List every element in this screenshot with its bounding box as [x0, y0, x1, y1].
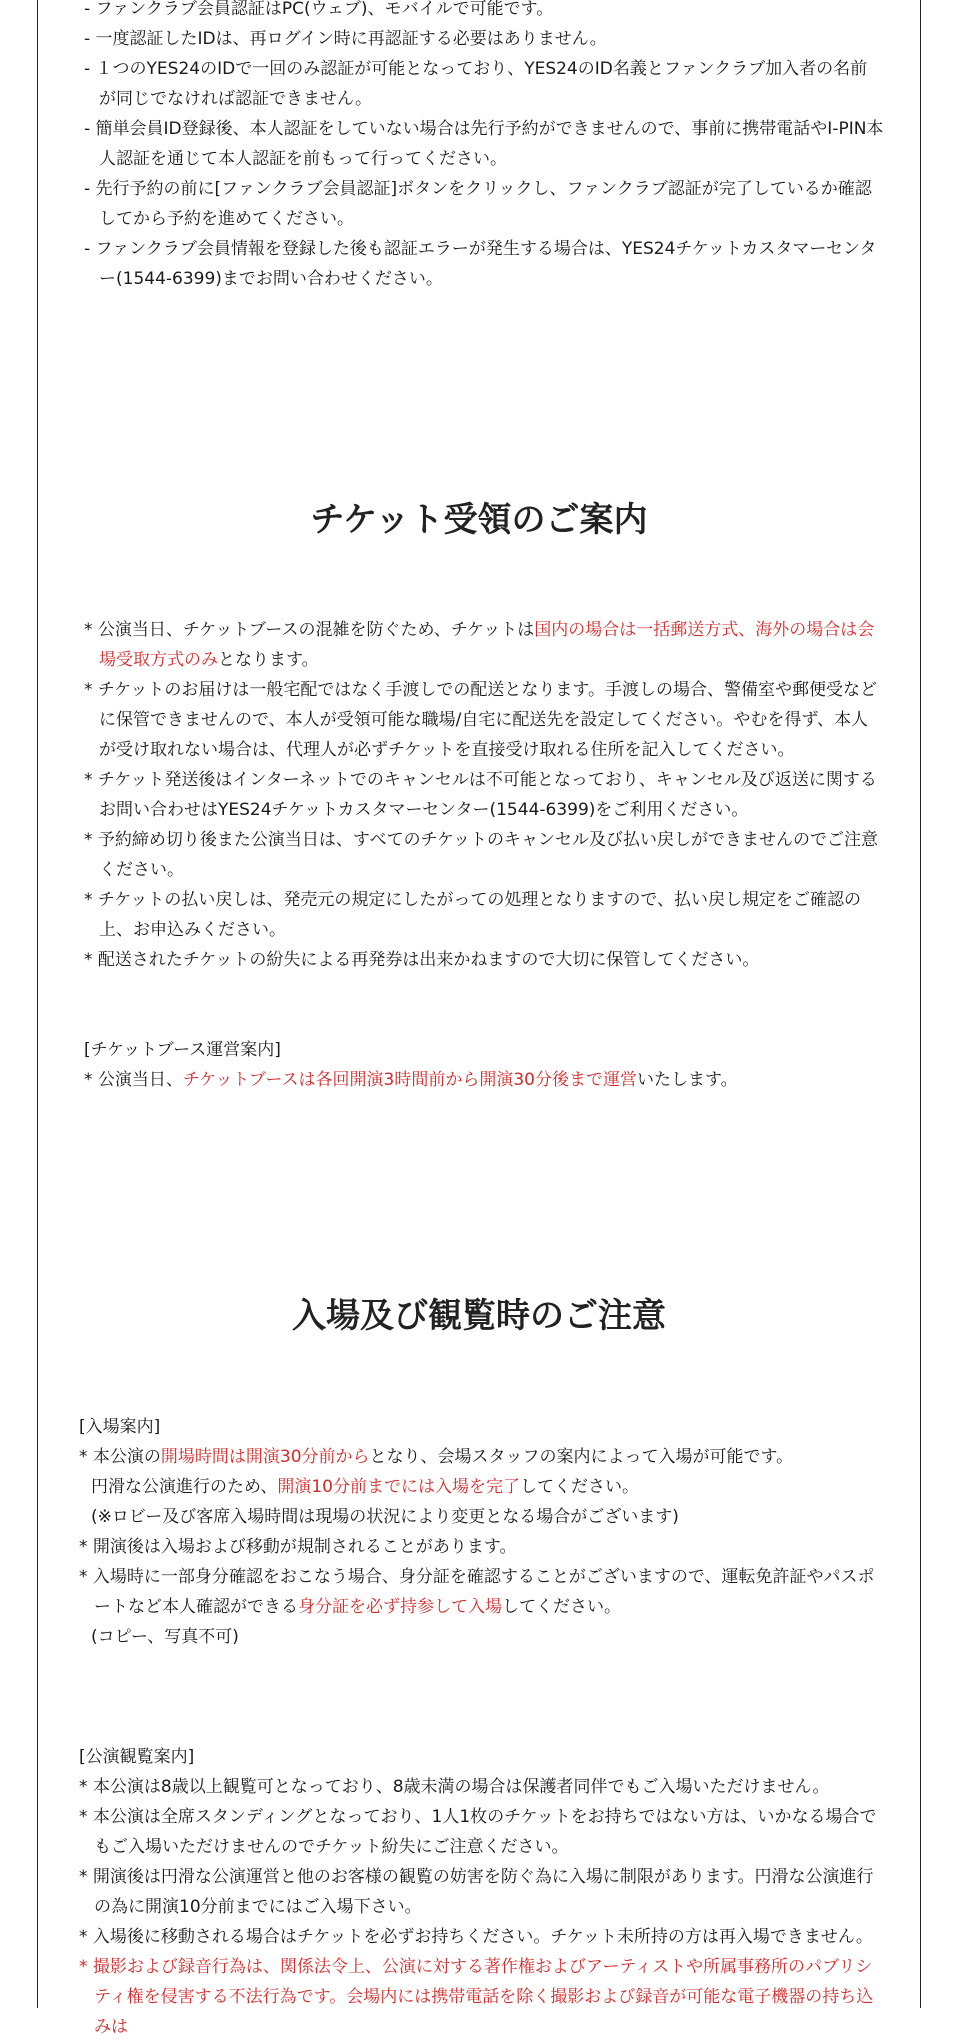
fanclub-note: - １つのYES24のIDで一回のみ認証が可能となっており、YES24のID名義とファンクラブ加入者の名前が同じでなければ認証できません。: [84, 59, 868, 109]
entry-highlight: 身分証を必ず持参して入場: [298, 1597, 502, 1617]
fanclub-note: - ファンクラブ会員認証はPC(ウェブ)、モバイルで可能です。: [84, 0, 554, 19]
entry-highlight: 開演10分前までには入場を完了: [277, 1477, 520, 1497]
ticket-note: * 予約締め切り後また公演当日は、すべてのチケットのキャンセル及び払い戻しができませんのでご注意ください。: [84, 830, 879, 880]
fanclub-note: - 先行予約の前に[ファンクラブ会員認証]ボタンをクリックし、ファンクラブ認証が完了しているか確認してから予約を進めてください。: [84, 179, 872, 229]
entry-note: * 開演後は入場および移動が規制されることがあります。: [79, 1537, 517, 1557]
entry-note: [79, 1442, 879, 1472]
entry-text: 円滑な公演進行のため、: [91, 1477, 278, 1497]
ticket-note: [84, 615, 884, 675]
entry-label: [入場案内]: [79, 1417, 161, 1437]
ticket-booth-text: いたします。: [636, 1070, 738, 1090]
entry-text: * 本公演の: [79, 1447, 161, 1467]
ticket-note: * チケット発送後はインターネットでのキャンセルは不可能となっており、キャンセル及び返送に関するお問い合わせはYES24チケットカスタマーセンター(1544-6399)をご利用ください。: [84, 770, 877, 820]
viewing-label: [公演観覧案内]: [79, 1747, 195, 1767]
entry-section-title: 入場及び観覧時のご注意: [292, 1296, 666, 1336]
ticket-booth-note: [84, 1065, 884, 1095]
content-frame: [37, 0, 921, 2008]
viewing-note: * 本公演は全席スタンディングとなっており、1人1枚のチケットをお持ちではない方は、いかなる場合でもご入場いただけませんのでチケット紛失にご注意ください。: [79, 1807, 877, 1857]
fanclub-notes: [84, 0, 884, 294]
entry-info: [79, 1412, 879, 1652]
entry-text: してください。: [502, 1597, 621, 1617]
viewing-note: * 開演後は円滑な公演運営と他のお客様の観覧の妨害を防ぐ為に入場に制限があります。円滑な公演進行の為に開演10分前までにはご入場下さい。: [79, 1867, 874, 1917]
ticket-notes: [84, 615, 884, 975]
viewing-note: * 入場後に移動される場合はチケットを必ずお持ちください。チケット未所持の方は再入場できません。: [79, 1927, 873, 1947]
ticket-note: * チケットのお届けは一般宅配ではなく手渡しでの配送となります。手渡しの場合、警備室や郵便受などに保管できませんので、本人が受領可能な職場/自宅に配送先を設定してください。やむを得ず、本人が受け取れない場合は、代理人が必ずチケットを直接受け取れる住所を記入してください。: [84, 680, 878, 760]
ticket-section-title: チケット受領のご案内: [310, 500, 648, 540]
fanclub-note: - 一度認証したIDは、再ログイン時に再認証する必要はありません。: [84, 29, 607, 49]
entry-text: となり、会場スタッフの案内によって入場が可能です。: [369, 1447, 794, 1467]
entry-note-continued: (コピー、写真不可): [91, 1627, 239, 1647]
viewing-info: [79, 1742, 879, 2042]
ticket-booth-info: [84, 1035, 884, 1095]
ticket-booth-highlight: チケットブースは各回開演3時間前から開演30分後まで運営: [182, 1070, 637, 1090]
ticket-booth-text: * 公演当日、: [84, 1070, 183, 1090]
entry-highlight: 開場時間は開演30分前から: [160, 1447, 370, 1467]
ticket-note: * チケットの払い戻しは、発売元の規定にしたがっての処理となりますので、払い戻し規定をご確認の上、お申込みください。: [84, 890, 862, 940]
fanclub-note: - ファンクラブ会員情報を登録した後も認証エラーが発生する場合は、YES24チケットカスタマーセンター(1544-6399)までお問い合わせください。: [84, 239, 877, 289]
viewing-note: * 本公演は8歳以上観覧可となっており、8歳未満の場合は保護者同伴でもご入場いただけません。: [79, 1777, 830, 1797]
ticket-booth-label: [チケットブース運営案内]: [84, 1040, 281, 1060]
ticket-note-highlight: 国内の場合は一括郵送方式、海外の場合は会場受取方式のみ: [99, 620, 875, 670]
entry-note-continued: (※ロビー及び客席入場時間は現場の状況により変更となる場合がございます): [91, 1507, 679, 1527]
ticket-note-text: となります。: [218, 650, 319, 670]
ticket-note: * 配送されたチケットの紛失による再発券は出来かねますので大切に保管してください。: [84, 950, 760, 970]
entry-note-continued: [79, 1472, 879, 1502]
viewing-note-warning: * 撮影および録音行為は、関係法令上、公演に対する著作権およびアーティストや所属事務所のパブリシティ権を侵害する不法行為です。会場内には携帯電話を除く撮影および録音が可能な電子機器の持ち込みは: [79, 1957, 874, 2037]
fanclub-note: - 簡単会員ID登録後、本人認証をしていない場合は先行予約ができませんので、事前に携帯電話やI-PIN本人認証を通じて本人認証を前もって行ってください。: [84, 119, 884, 169]
entry-note: [79, 1562, 879, 1622]
entry-text: * 入場時に一部身分確認をおこなう場合、身分証を確認することがございますので、運転免許証やパスポートなど本人確認ができる: [79, 1567, 875, 1617]
entry-text: してください。: [519, 1477, 639, 1497]
ticket-note-text: * 公演当日、チケットブースの混雑を防ぐため、チケットは: [84, 620, 535, 640]
